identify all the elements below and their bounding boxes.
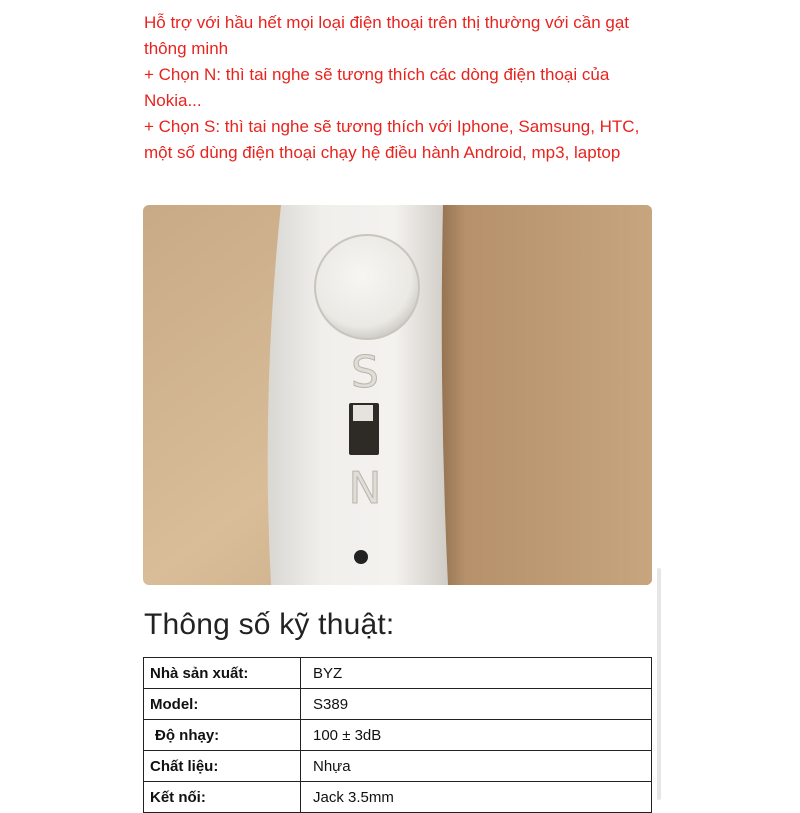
table-row	[144, 658, 652, 689]
description-line-support: Hỗ trợ với hầu hết mọi loại điện thoại trên thị thường với cần gạt thông minh	[144, 13, 629, 58]
product-photo	[143, 205, 652, 585]
spec-label: Kết nối:	[144, 782, 301, 813]
specs-title: Thông số kỹ thuật:	[144, 608, 395, 641]
table-row	[144, 689, 652, 720]
spec-value: S389	[301, 689, 652, 720]
table-row	[144, 782, 652, 813]
specs-table	[143, 657, 652, 813]
spec-label: Model:	[144, 689, 301, 720]
spec-label: Nhà sản xuất:	[144, 658, 301, 689]
spec-value: Nhựa	[301, 751, 652, 782]
spec-value: 100 ± 3dB	[301, 720, 652, 751]
spec-label: Độ nhạy:	[144, 720, 301, 751]
table-row	[144, 720, 652, 751]
product-description	[144, 10, 664, 166]
switch-label-n: N	[348, 463, 382, 514]
table-row	[144, 751, 652, 782]
spec-value: Jack 3.5mm	[301, 782, 652, 813]
scrollbar[interactable]	[657, 568, 661, 800]
description-line-mode-s: + Chọn S: thì tai nghe sẽ tương thích với Iphone, Samsung, HTC, một số dùng điện thoại chạy hệ điều hành Android, mp3, laptop	[144, 117, 640, 162]
switch-label-s: S	[351, 347, 379, 398]
description-line-mode-n: + Chọn N: thì tai nghe sẽ tương thích các dòng điện thoại của Nokia...	[144, 65, 610, 110]
spec-value: BYZ	[301, 658, 652, 689]
spec-label: Chất liệu:	[144, 751, 301, 782]
